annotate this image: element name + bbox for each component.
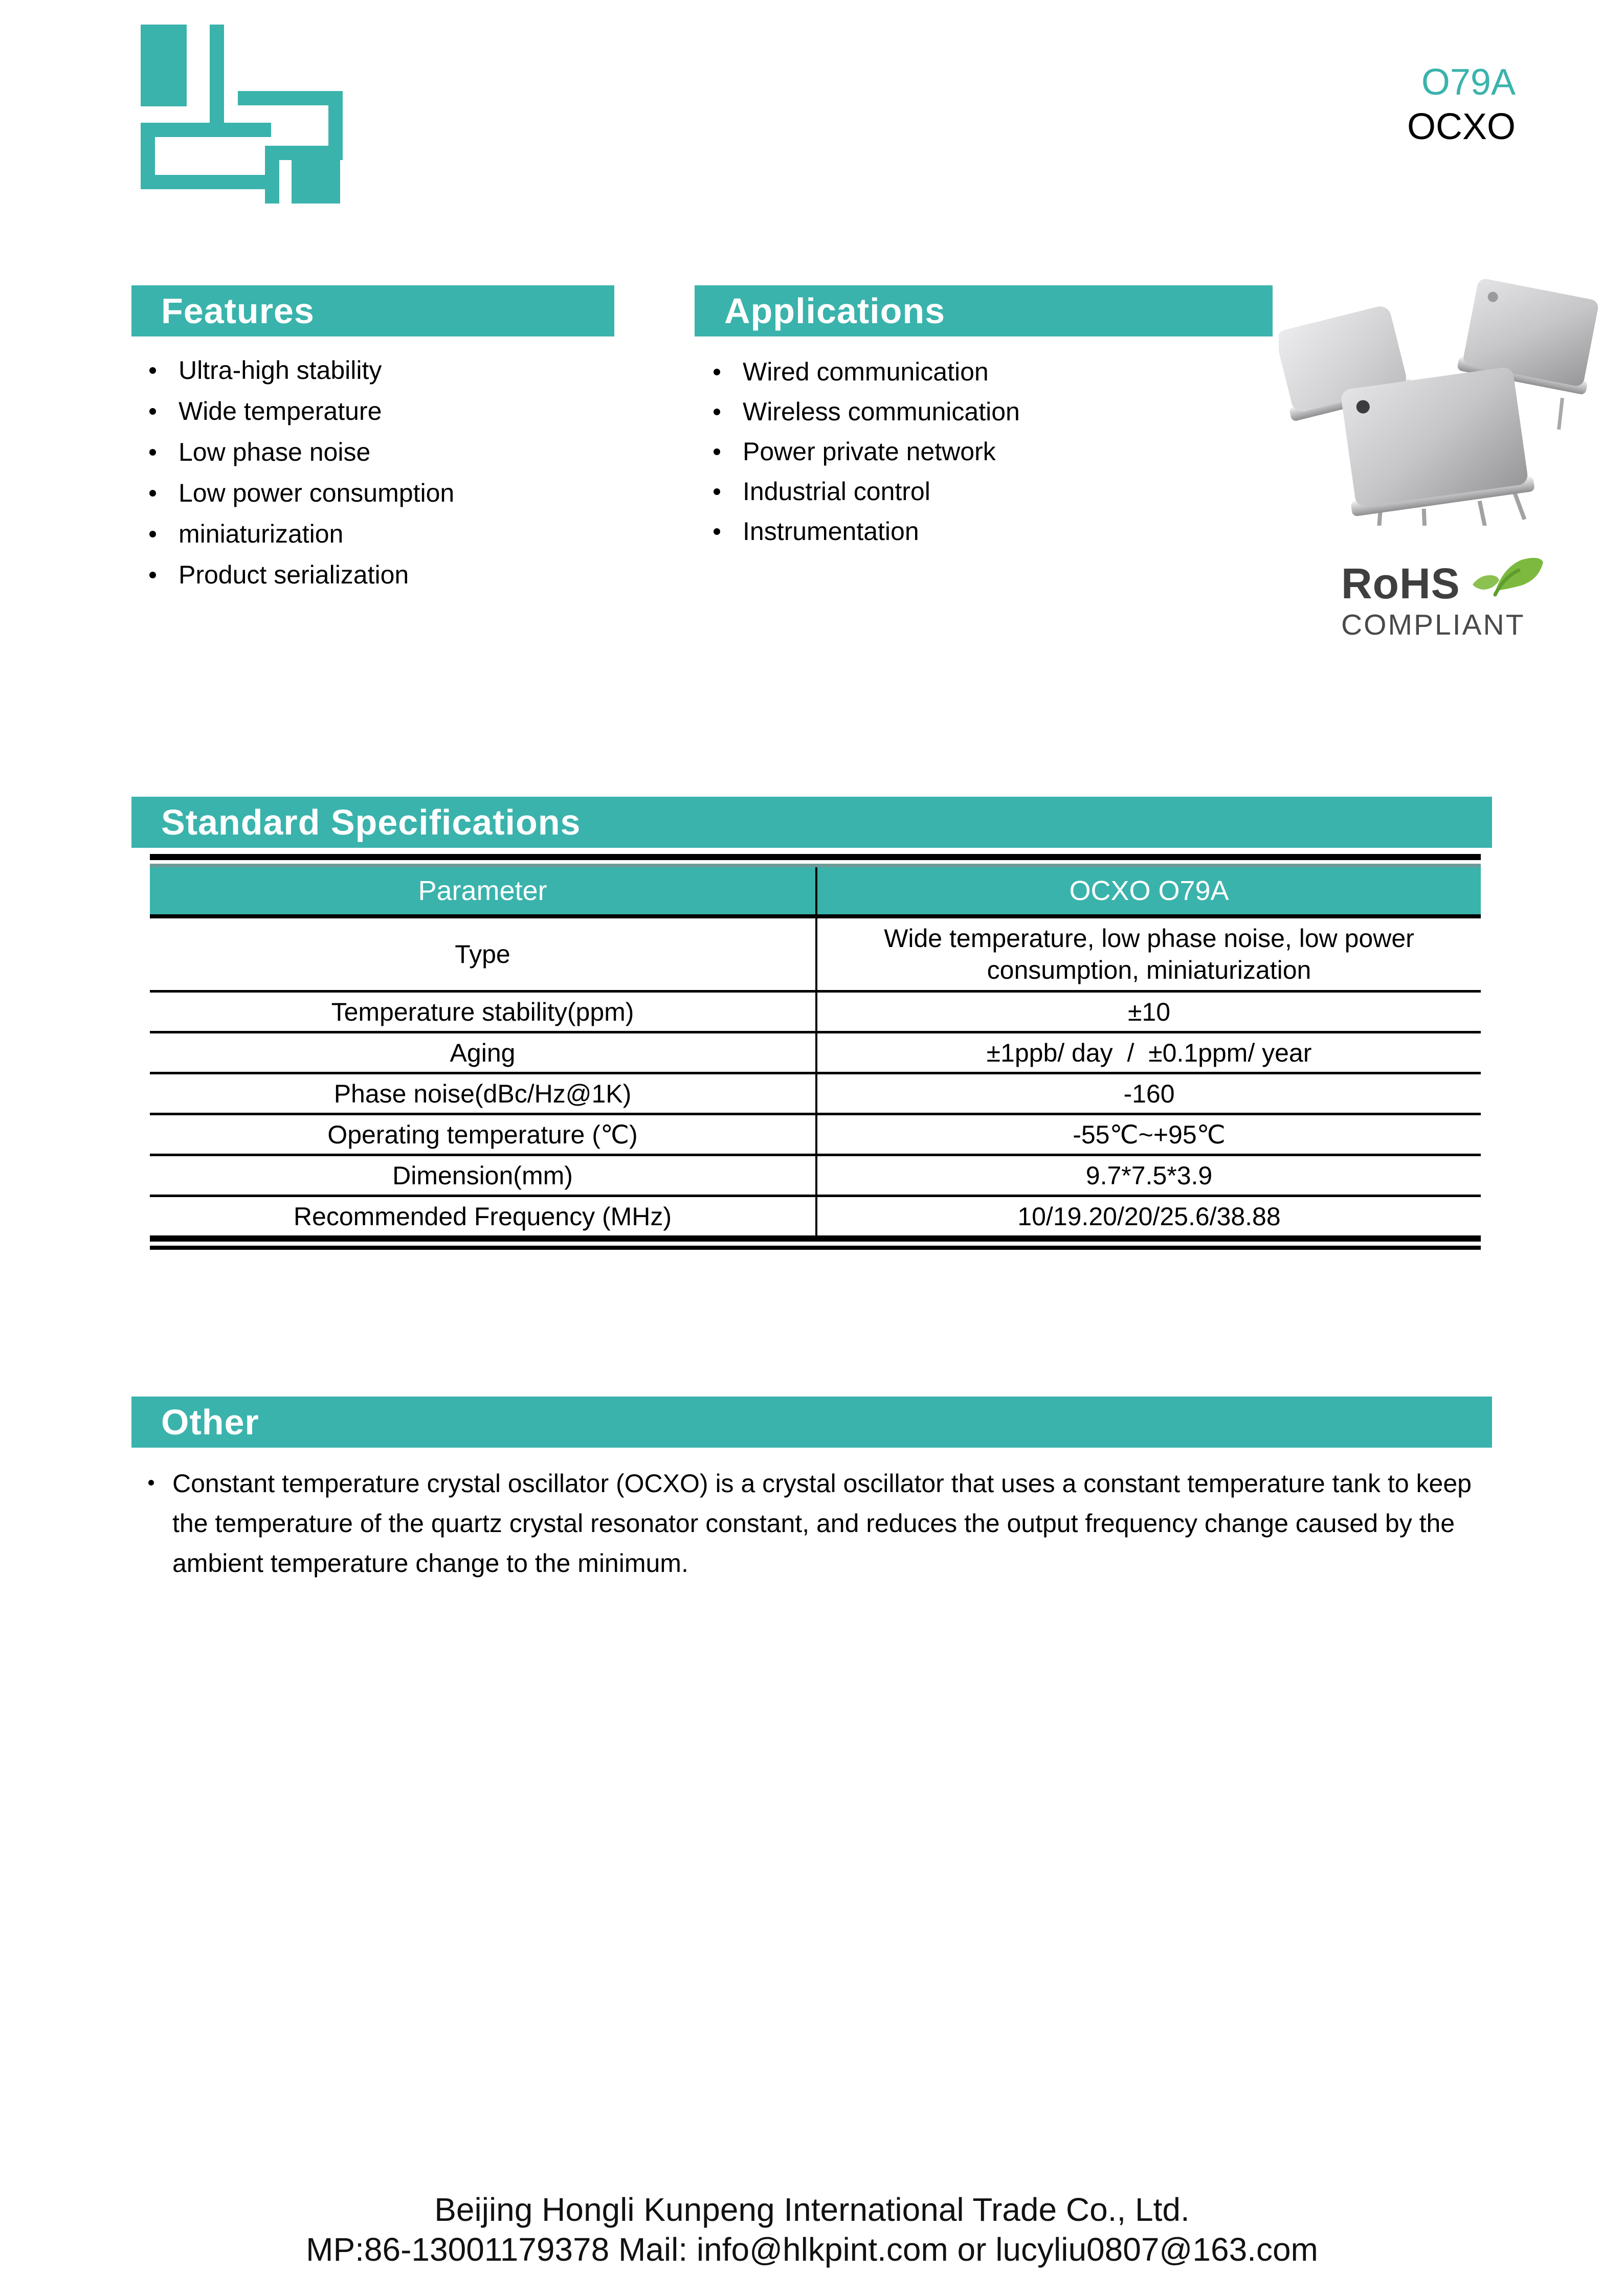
application-label: Wireless communication <box>743 397 1020 426</box>
table-row <box>150 1113 1481 1154</box>
specs-title: Standard Specifications <box>161 802 581 842</box>
table-row <box>150 1031 1481 1072</box>
table-row <box>150 918 1481 990</box>
list-item <box>149 513 454 554</box>
bullet-icon <box>149 572 156 578</box>
list-item <box>149 391 454 432</box>
application-label: Wired communication <box>743 357 989 386</box>
bullet-icon <box>714 369 720 375</box>
param-cell: Recommended Frequency (MHz) <box>293 1202 672 1231</box>
table-row <box>150 1072 1481 1113</box>
other-title: Other <box>161 1402 259 1442</box>
feature-label: Low power consumption <box>179 479 455 507</box>
specs-table <box>150 854 1481 1250</box>
feature-label: Ultra-high stability <box>179 356 382 385</box>
bullet-icon <box>149 531 156 537</box>
table-accent-line <box>150 864 1481 867</box>
rohs-compliant-text: COMPLIANT <box>1341 609 1525 641</box>
other-paragraph-block <box>148 1464 1488 1583</box>
feature-label: Low phase noise <box>179 438 371 466</box>
list-item <box>714 432 1020 471</box>
column-header-parameter: Parameter <box>418 875 547 906</box>
value-cell-wrap <box>815 918 1481 990</box>
other-header-bar <box>131 1397 1492 1448</box>
product-photos <box>1279 270 1614 526</box>
table-row <box>150 1195 1481 1235</box>
bullet-icon <box>714 409 720 415</box>
param-cell: Temperature stability(ppm) <box>331 997 634 1026</box>
footer-company: Beijing Hongli Kunpeng International Trade Co., Ltd. <box>434 2191 1190 2228</box>
param-cell: Phase noise(dBc/Hz@1K) <box>333 1079 632 1108</box>
specs-header-bar <box>131 797 1492 848</box>
table-body <box>150 918 1481 1235</box>
value-cell: ±10 <box>1127 997 1171 1026</box>
bullet-icon <box>714 448 720 455</box>
param-cell: Type <box>455 940 510 969</box>
value-cell-wrap <box>815 1197 1481 1235</box>
value-cell: 9.7*7.5*3.9 <box>1085 1161 1213 1190</box>
rohs-word: RoHS <box>1341 559 1460 607</box>
table-top-border <box>150 854 1481 860</box>
list-item <box>149 472 454 513</box>
feature-label: Wide temperature <box>179 397 382 425</box>
table-bottom-border <box>150 1235 1481 1242</box>
other-paragraph: Constant temperature crystal oscillator (OCXO) is a crystal oscillator that uses a constant temperature tank to keep the temperature of the quartz crystal resonator constant, and reduces the output frequency change caused by the ambient temperature change to the minimum. <box>172 1469 1472 1578</box>
value-cell: -160 <box>1123 1079 1175 1108</box>
features-title: Features <box>161 291 315 331</box>
value-cell-wrap <box>815 1156 1481 1195</box>
package-photo <box>1335 366 1540 526</box>
table-header-row <box>150 867 1481 918</box>
table-row <box>150 1154 1481 1195</box>
bullet-icon <box>148 1480 154 1485</box>
footer <box>0 2190 1624 2269</box>
value-cell-wrap <box>815 1074 1481 1113</box>
features-header-bar <box>131 285 614 336</box>
application-label: Power private network <box>743 437 996 466</box>
leaf-icon <box>1467 555 1544 602</box>
value-cell-wrap <box>815 1115 1481 1154</box>
features-list <box>149 350 454 595</box>
param-cell: Operating temperature (℃) <box>327 1120 638 1149</box>
list-item <box>149 554 454 595</box>
table-bottom-border-2 <box>150 1246 1481 1250</box>
company-logo-icon <box>128 14 353 204</box>
list-item <box>149 350 454 391</box>
product-code: O79A <box>1421 62 1516 103</box>
feature-label: miniaturization <box>179 520 344 548</box>
value-cell-wrap <box>815 1033 1481 1072</box>
table-row <box>150 990 1481 1031</box>
value-cell-wrap <box>815 993 1481 1031</box>
rohs-compliant-logo <box>1341 555 1546 642</box>
list-item <box>714 511 1020 551</box>
bullet-icon <box>714 528 720 535</box>
column-header-model: OCXO O79A <box>815 867 1481 914</box>
value-cell: ±1ppb/ day / ±0.1ppm/ year <box>986 1038 1312 1067</box>
list-item <box>149 432 454 472</box>
product-identification <box>1407 60 1516 149</box>
application-label: Instrumentation <box>743 517 919 546</box>
value-cell: 10/19.20/20/25.6/38.88 <box>1017 1202 1281 1231</box>
list-item <box>714 392 1020 432</box>
param-cell: Dimension(mm) <box>392 1161 573 1190</box>
list-item <box>714 471 1020 511</box>
feature-label: Product serialization <box>179 560 409 589</box>
bullet-icon <box>149 490 156 497</box>
list-item <box>714 352 1020 392</box>
param-cell: Aging <box>450 1038 516 1067</box>
application-label: Industrial control <box>743 477 930 506</box>
bullet-icon <box>149 449 156 456</box>
value-cell: Wide temperature, low phase noise, low power consumption, miniaturization <box>884 924 1421 984</box>
applications-header-bar <box>695 285 1273 336</box>
bullet-icon <box>714 488 720 495</box>
applications-title: Applications <box>724 291 946 331</box>
bullet-icon <box>149 367 156 374</box>
bullet-icon <box>149 408 156 415</box>
product-family: OCXO <box>1407 106 1516 147</box>
applications-list <box>714 352 1020 551</box>
value-cell: -55℃~+95℃ <box>1073 1120 1226 1149</box>
footer-contact: MP:86-13001179378 Mail: info@hlkpint.com or lucyliu0807@163.com <box>306 2231 1318 2268</box>
